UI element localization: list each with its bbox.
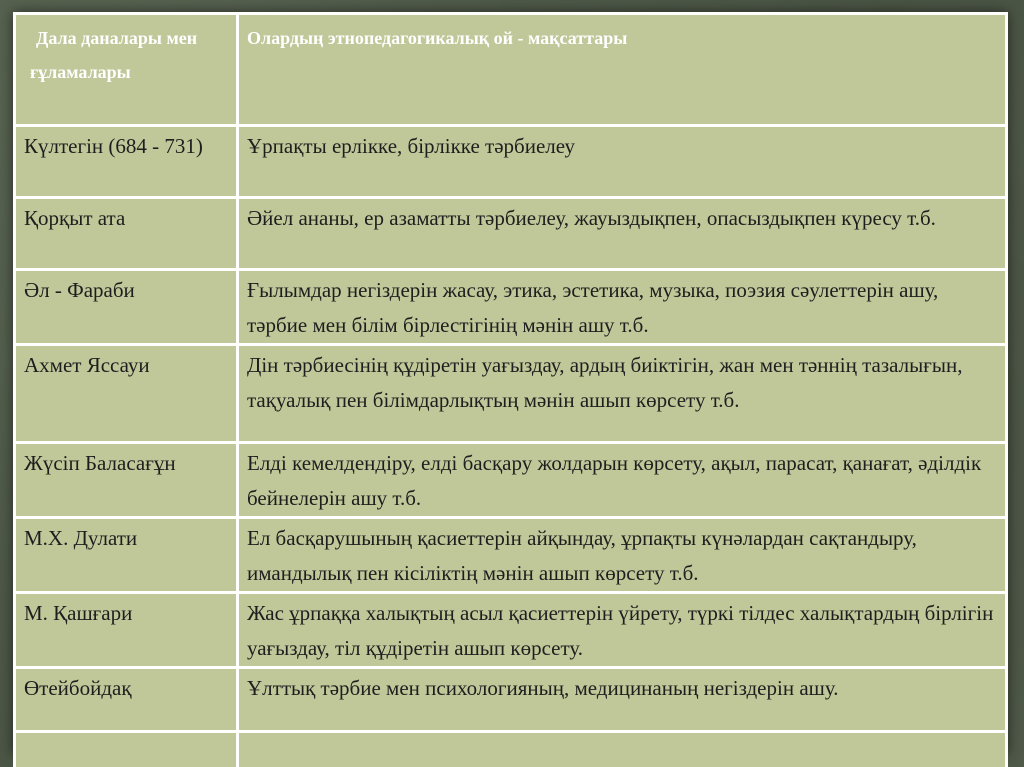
table-header-row <box>15 14 1007 126</box>
table-row <box>15 345 1007 443</box>
goal-cell: Ұлттық тәрбие мен психологияның, медицинаның негіздерін ашу. <box>238 668 1007 732</box>
thinker-name-cell: Өтейбойдақ <box>15 668 238 732</box>
thinker-name-cell: Күлтегін (684 - 731) <box>15 126 238 198</box>
goal-cell <box>238 732 1007 767</box>
table-row <box>15 518 1007 593</box>
thinker-name-cell: Ахмет Яссауи <box>15 345 238 443</box>
goal-cell: Әйел ананы, ер азаматты тәрбиелеу, жауыздықпен, опасыздықпен күресу т.б. <box>238 198 1007 270</box>
thinker-name-cell: Жүсіп Баласағұн <box>15 443 238 518</box>
slide <box>13 12 1008 755</box>
thinker-name-cell: М.Х. Дулати <box>15 518 238 593</box>
goal-cell: Ғылымдар негіздерін жасау, этика, эстетика, музыка, поэзия сәулеттерін ашу, тәрбие мен білім бірлестігінің мәнін ашу т.б. <box>238 270 1007 345</box>
header-cell-goals <box>238 14 1007 126</box>
table-row-empty <box>15 732 1007 767</box>
header-cell-thinkers <box>15 14 238 126</box>
thinker-name-cell: Әл - Фараби <box>15 270 238 345</box>
table-row <box>15 126 1007 198</box>
goal-cell: Дін тәрбиесінің құдіретін уағыздау, ардың биіктігін, жан мен тәннің тазалығын, тақуалық пен білімдарлықтың мәнін ашып көрсету т.б. <box>238 345 1007 443</box>
thinker-name-cell: М. Қашғари <box>15 593 238 668</box>
table-row <box>15 668 1007 732</box>
header-goals-label: Олардың этнопедагогикалық ой - мақсаттары <box>247 28 628 48</box>
table-row <box>15 270 1007 345</box>
goal-cell: Ұрпақты ерлікке, бірлікке тәрбиелеу <box>238 126 1007 198</box>
thinker-name-cell: Қорқыт ата <box>15 198 238 270</box>
goal-cell: Елді кемелдендіру, елді басқару жолдарын көрсету, ақыл, парасат, қанағат, әділдік бейнелерін ашу т.б. <box>238 443 1007 518</box>
table-row <box>15 593 1007 668</box>
thinker-name-cell <box>15 732 238 767</box>
goal-cell: Жас ұрпаққа халықтың асыл қасиеттерін үйрету, түркі тілдес халықтардың бірлігін уағыздау, тіл құдіретін ашып көрсету. <box>238 593 1007 668</box>
table-row <box>15 198 1007 270</box>
ethnopedagogy-table <box>13 12 1008 767</box>
header-thinkers-label: Дала даналары мен ғұламалары <box>30 28 198 82</box>
table-row <box>15 443 1007 518</box>
goal-cell: Ел басқарушының қасиеттерін айқындау, ұрпақты күнәлардан сақтандыру, имандылық пен кісіліктің мәнін ашып көрсету т.б. <box>238 518 1007 593</box>
